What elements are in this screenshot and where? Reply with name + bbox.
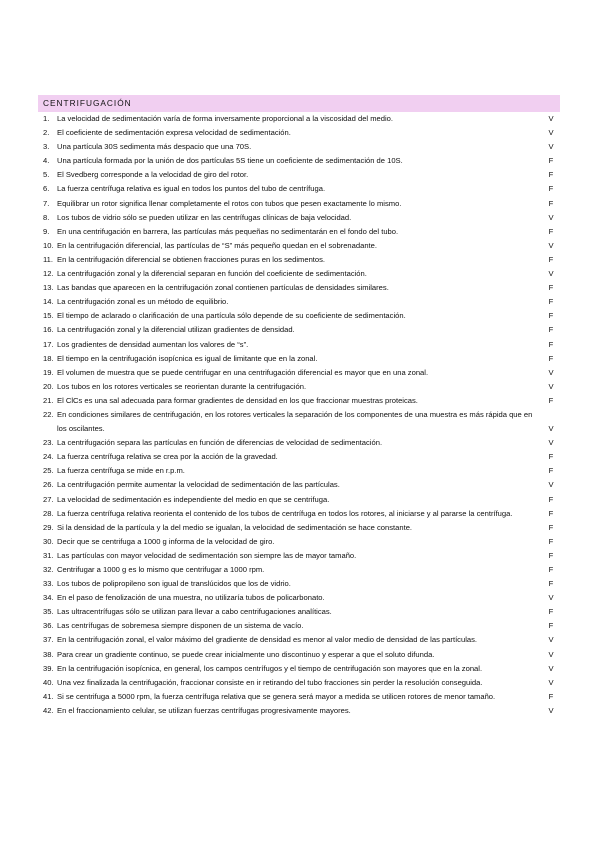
list-item	[43, 323, 559, 337]
item-answer: F	[548, 621, 554, 631]
list-item	[43, 507, 559, 521]
item-answer: F	[548, 184, 554, 194]
item-number: 38.	[43, 649, 54, 659]
question-list	[43, 112, 559, 718]
item-statement: El Svedberg corresponde a la velocidad de giro del rotor.	[57, 170, 249, 180]
item-answer: F	[548, 536, 554, 546]
list-item	[43, 493, 559, 507]
item-statement: Centrifugar a 1000 g es lo mismo que centrifugar a 1000 rpm.	[57, 565, 265, 574]
item-answer: F	[548, 565, 554, 574]
item-answer: F	[548, 254, 554, 264]
list-item	[43, 450, 559, 464]
item-number: 36.	[43, 621, 54, 631]
list-item	[43, 648, 559, 662]
item-statement: La centrifugación separa las partículas en función de diferencias de velocidad de sedimentación.	[57, 438, 383, 448]
item-statement: Las ultracentrífugas sólo se utilizan para llevar a cabo centrifugaciones analíticas.	[57, 607, 332, 617]
item-answer: F	[548, 579, 554, 589]
item-statement: En el paso de fenolización de una muestra, no utilizaría tubos de policarbonato.	[57, 593, 325, 603]
item-number: 4.	[43, 156, 50, 166]
item-statement: Las partículas con mayor velocidad de sedimentación son siempre las de mayor tamaño.	[57, 550, 357, 560]
item-number: 42.	[43, 705, 54, 715]
list-item	[43, 309, 559, 323]
item-number: 32.	[43, 565, 54, 574]
item-number: 13.	[43, 283, 54, 293]
list-item	[43, 380, 559, 394]
item-statement: La centrifugación zonal y la diferencial utilizan gradientes de densidad.	[57, 325, 295, 335]
item-statement: En la centrifugación zonal, el valor máximo del gradiente de densidad es menor al valor medio de densidad de las partículas.	[57, 635, 478, 645]
item-number: 40.	[43, 677, 54, 687]
item-answer: F	[548, 198, 554, 208]
item-number: 17.	[43, 339, 54, 349]
item-statement: El coeficiente de sedimentación expresa velocidad de sedimentación.	[57, 128, 291, 138]
item-statement: La centrifugación permite aumentar la velocidad de sedimentación de las partículas.	[57, 480, 340, 490]
item-number: 31.	[43, 550, 54, 560]
item-answer: F	[548, 607, 554, 617]
item-answer: V	[548, 114, 554, 123]
item-answer: V	[548, 480, 554, 490]
item-number: 27.	[43, 494, 54, 504]
item-statement: El ClCs es una sal adecuada para formar gradientes de densidad en los que fraccionar muestras proteicas.	[57, 395, 418, 405]
item-statement: Una partícula 30S sedimenta más despacio que una 70S.	[57, 142, 252, 152]
item-number: 26.	[43, 480, 54, 490]
item-statement: Una vez finalizada la centrifugación, fraccionar consiste en ir retirando del tubo fracciones sin perder la resolución conseguida.	[57, 677, 483, 687]
item-answer: F	[548, 283, 554, 293]
item-number: 14.	[43, 297, 54, 307]
item-statement: En la centrifugación diferencial se obtienen fracciones puras en los sedimentos.	[57, 254, 326, 264]
list-item	[43, 436, 559, 450]
item-statement: Para crear un gradiente continuo, se puede crear inicialmente uno discontinuo y esperar a que el soluto difunda.	[57, 649, 435, 659]
list-item	[43, 478, 559, 492]
item-statement: La velocidad de sedimentación es independiente del medio en que se centrifuga.	[57, 494, 330, 504]
item-number: 8.	[43, 212, 50, 222]
item-statement: Las bandas que aparecen en la centrifugación zonal contienen partículas de densidades similares.	[57, 283, 389, 293]
item-number: 9.	[43, 226, 50, 236]
item-statement: La fuerza centrífuga relativa es igual en todos los puntos del tubo de centrífuga.	[57, 184, 326, 194]
item-number: 12.	[43, 269, 54, 279]
item-answer: F	[548, 353, 554, 363]
item-number: 34.	[43, 593, 54, 603]
list-item	[43, 408, 559, 436]
item-statement: Los tubos de polipropileno son igual de translúcidos que los de vidrio.	[57, 579, 291, 589]
list-item	[43, 619, 559, 633]
list-item	[43, 168, 559, 182]
item-answer: V	[548, 240, 554, 250]
item-number: 7.	[43, 198, 50, 208]
list-item	[43, 112, 559, 126]
item-answer: F	[548, 156, 554, 166]
item-answer: V	[548, 635, 554, 645]
item-answer: F	[548, 170, 554, 180]
list-item	[43, 662, 559, 676]
item-answer: F	[548, 466, 554, 476]
item-answer: V	[548, 649, 554, 659]
item-number: 15.	[43, 311, 54, 321]
list-item	[43, 704, 559, 718]
item-answer: F	[548, 395, 554, 405]
item-number: 29.	[43, 522, 54, 532]
item-statement: Los tubos en los rotores verticales se reorientan durante la centrifugación.	[57, 381, 307, 391]
list-item	[43, 535, 559, 549]
item-statement: La fuerza centrífuga relativa reorienta el contenido de los tubos de centrífuga en todos los rotores, al iniciarse y al pararse la centrífuga.	[57, 508, 513, 518]
item-number: 35.	[43, 607, 54, 617]
item-number: 28.	[43, 508, 54, 518]
list-item	[43, 182, 559, 196]
item-answer: F	[548, 508, 554, 518]
item-number: 16.	[43, 325, 54, 335]
item-answer: F	[548, 452, 554, 462]
item-statement: La velocidad de sedimentación varía de forma inversamente proporcional a la viscosidad del medio.	[57, 114, 394, 123]
item-statement: Si la densidad de la partícula y la del medio se igualan, la velocidad de sedimentación se hace constante.	[57, 522, 413, 532]
item-statement: En la centrifugación diferencial, las partículas de “S” más pequeño quedan en el sobrenadante.	[57, 240, 377, 250]
item-answer: F	[548, 297, 554, 307]
list-item	[43, 253, 559, 267]
item-number: 39.	[43, 663, 54, 673]
item-statement: Decir que se centrifuga a 1000 g informa de la velocidad de giro.	[57, 536, 275, 546]
item-statement: Equilibrar un rotor significa llenar completamente el rotos con tubos que pesen exactamente lo mismo.	[57, 198, 402, 208]
item-statement: Una partícula formada por la unión de dos partículas 5S tiene un coeficiente de sedimentación de 10S.	[57, 156, 403, 166]
section-header	[38, 95, 560, 112]
item-answer: V	[548, 128, 554, 138]
item-statement: Los gradientes de densidad aumentan los valores de “s”.	[57, 339, 249, 349]
item-number: 5.	[43, 170, 50, 180]
item-answer: V	[548, 212, 554, 222]
list-item	[43, 197, 559, 211]
list-item	[43, 267, 559, 281]
list-item	[43, 605, 559, 619]
item-number: 30.	[43, 536, 54, 546]
item-answer: V	[548, 677, 554, 687]
list-item	[43, 225, 559, 239]
list-item	[43, 690, 559, 704]
item-statement: Si se centrifuga a 5000 rpm, la fuerza centrífuga relativa que se genera será mayor a medida se utilicen rotores de menor tamaño.	[57, 691, 496, 701]
item-statement: Los tubos de vidrio sólo se pueden utilizar en las centrífugas clínicas de baja velocidad.	[57, 212, 352, 222]
list-item	[43, 140, 559, 154]
item-number: 19.	[43, 367, 54, 377]
item-answer: V	[548, 438, 554, 448]
item-answer: V	[548, 663, 554, 673]
item-number: 6.	[43, 184, 50, 194]
item-number: 25.	[43, 466, 54, 476]
item-number: 23.	[43, 438, 54, 448]
item-number: 41.	[43, 691, 54, 701]
list-item	[43, 126, 559, 140]
item-number: 21.	[43, 395, 54, 405]
section-title: CENTRIFUGACIÓN	[43, 98, 132, 108]
item-answer: F	[548, 339, 554, 349]
item-number: 3.	[43, 142, 50, 152]
item-number: 20.	[43, 381, 54, 391]
item-statement: El tiempo de aclarado o clarificación de una partícula sólo depende de su coeficiente de sedimentación.	[57, 311, 406, 321]
item-statement: En el fraccionamiento celular, se utilizan fuerzas centrífugas progresivamente mayores.	[57, 705, 351, 715]
item-answer: V	[548, 705, 554, 715]
item-statement: La centrifugación zonal y la diferencial separan en función del coeficiente de sedimentación.	[57, 269, 367, 279]
list-item	[43, 211, 559, 225]
list-item	[43, 295, 559, 309]
list-item	[43, 352, 559, 366]
item-statement: Las centrífugas de sobremesa siempre disponen de un sistema de vacío.	[57, 621, 304, 631]
item-number: 33.	[43, 579, 54, 589]
item-statement: En la centrifugación isopícnica, en general, los campos centrífugos y el tiempo de centrifugación son mayores que en la zonal.	[57, 663, 483, 673]
list-item	[43, 338, 559, 352]
list-item	[43, 577, 559, 591]
item-answer: V	[548, 367, 554, 377]
item-statement: La centrifugación zonal es un método de equilibrio.	[57, 297, 229, 307]
item-number: 24.	[43, 452, 54, 462]
item-number: 10.	[43, 240, 54, 250]
list-item	[43, 676, 559, 690]
list-item	[43, 633, 559, 647]
list-item	[43, 521, 559, 535]
item-answer: V	[548, 424, 554, 434]
item-statement: El volumen de muestra que se puede centrifugar en una centrifugación diferencial es mayor que en una zonal.	[57, 367, 429, 377]
item-statement: En condiciones similares de centrifugación, en los rotores verticales la separación de los componentes de una muestra es más rápida que en los oscilantes.	[57, 409, 533, 434]
list-item	[43, 154, 559, 168]
list-item	[43, 394, 559, 408]
list-item	[43, 239, 559, 253]
item-answer: V	[548, 381, 554, 391]
item-answer: F	[548, 325, 554, 335]
item-statement: La fuerza centrífuga relativa se crea por la acción de la gravedad.	[57, 452, 278, 462]
item-number: 1.	[43, 114, 50, 123]
item-number: 37.	[43, 635, 54, 645]
item-number: 2.	[43, 128, 50, 138]
list-item	[43, 563, 559, 577]
item-number: 11.	[43, 254, 53, 264]
list-item	[43, 366, 559, 380]
list-item	[43, 281, 559, 295]
item-answer: F	[548, 550, 554, 560]
item-answer: F	[548, 691, 554, 701]
item-answer: F	[548, 522, 554, 532]
item-answer: F	[548, 226, 554, 236]
list-item	[43, 464, 559, 478]
item-answer: F	[548, 311, 554, 321]
item-statement: El tiempo en la centrifugación isopícnica es igual de limitante que en la zonal.	[57, 353, 318, 363]
item-answer: V	[548, 269, 554, 279]
item-statement: La fuerza centrífuga se mide en r.p.m.	[57, 466, 185, 476]
item-number: 22.	[43, 409, 54, 419]
list-item	[43, 549, 559, 563]
item-answer: V	[548, 593, 554, 603]
item-answer: V	[548, 142, 554, 152]
item-statement: En una centrifugación en barrera, las partículas más pequeñas no sedimentarán en el fondo del tubo.	[57, 226, 399, 236]
item-answer: F	[548, 494, 554, 504]
list-item	[43, 591, 559, 605]
item-number: 18.	[43, 353, 54, 363]
